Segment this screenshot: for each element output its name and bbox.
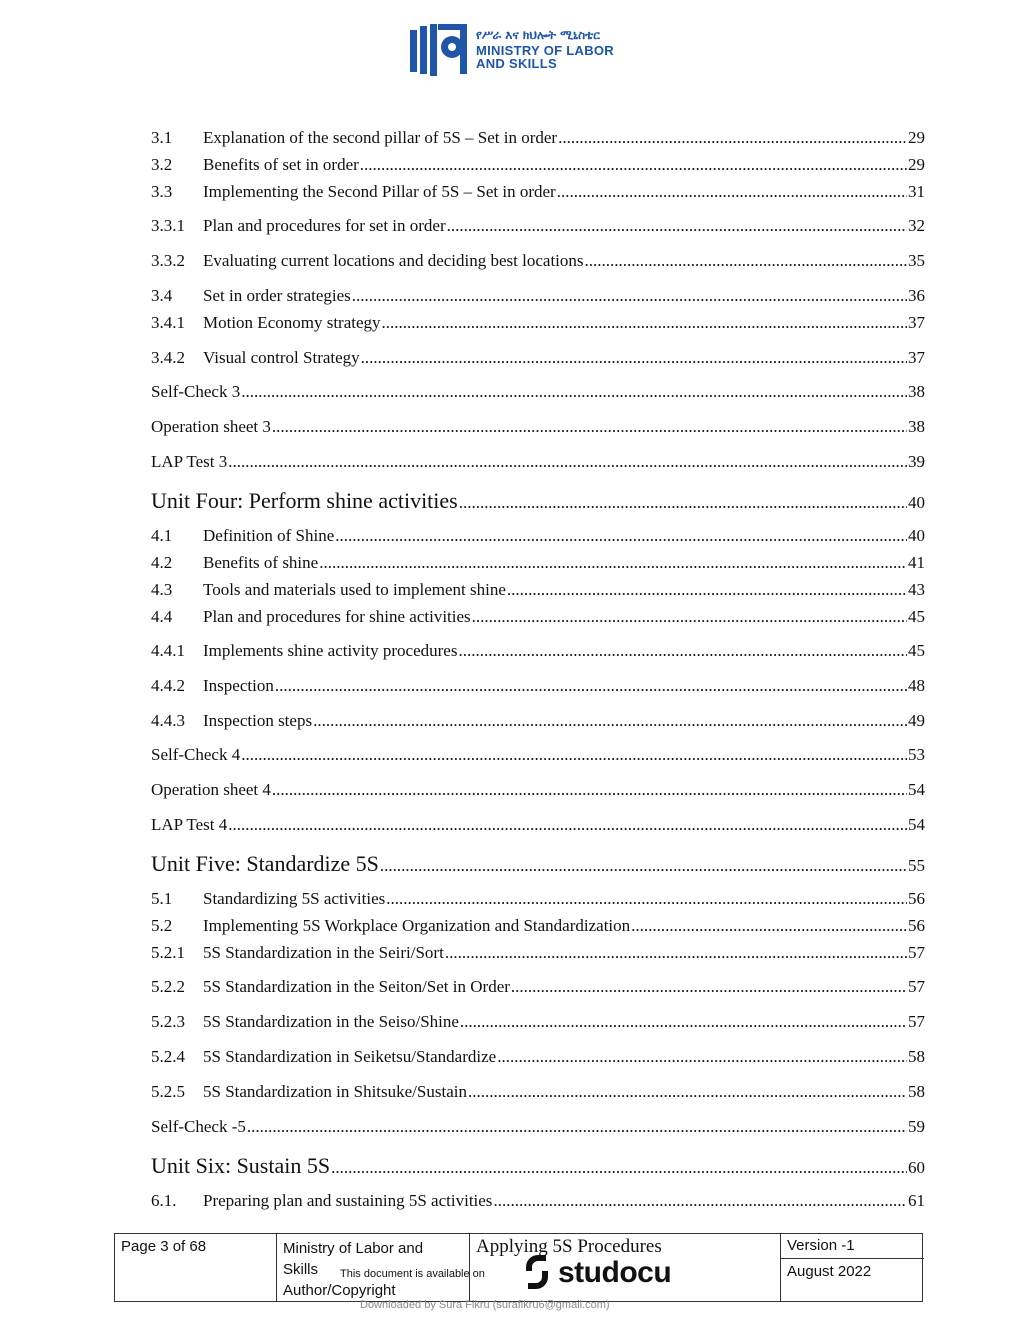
toc-page-number: 56 [908,889,925,908]
toc-entry-title: Standardizing 5S activities [203,889,386,908]
toc-page-number: 43 [908,580,925,599]
toc-page-number: 48 [908,676,925,695]
toc-entry-title: Explanation of the second pillar of 5S – Set in order [203,128,558,147]
toc-dot-leader [380,853,907,879]
toc-page-number: 45 [908,641,925,660]
toc-dot-leader [497,1047,907,1067]
toc-entry[interactable] [151,128,925,148]
toc-dot-leader [445,943,907,963]
toc-unit-heading[interactable] [151,1153,925,1181]
toc-page-number: 58 [908,1047,925,1066]
toc-entry-title: Plan and procedures for set in order [203,216,446,235]
toc-page-number: 58 [908,1082,925,1101]
toc-page-number: 38 [908,417,925,436]
toc-entry-title: LAP Test 3 [151,452,228,471]
toc-page-number: 29 [908,128,925,147]
toc-entry-title: Unit Six: Sustain 5S [151,1153,331,1178]
toc-page-number: 37 [908,313,925,332]
toc-page-number: 41 [908,553,925,572]
toc-entry-title: LAP Test 4 [151,815,228,834]
toc-entry-title: 5S Standardization in the Seiton/Set in Order [203,977,510,996]
toc-entry-number: 5.2.1 [151,943,185,962]
toc-entry[interactable] [151,580,925,600]
toc-entry-number: 5.2 [151,916,173,935]
toc-dot-leader [331,1155,907,1181]
toc-entry-number: 5.2.3 [151,1012,185,1031]
version-label: Version -1 [781,1234,924,1259]
toc-entry-number: 5.2.4 [151,1047,185,1066]
logo-line-2: AND SKILLS [476,55,557,71]
toc-dot-leader [458,641,907,661]
toc-entry[interactable] [151,1012,925,1032]
studocu-logo[interactable] [524,1254,671,1292]
toc-entry-number: 3.3.2 [151,251,185,270]
toc-entry-title: Operation sheet 4 [151,780,271,799]
toc-entry[interactable] [151,977,925,997]
toc-entry[interactable] [151,417,925,437]
ministry-logo [408,18,648,80]
toc-entry-title: Set in order strategies [203,286,351,305]
toc-entry-number: 5.2.2 [151,977,185,996]
toc-entry-title: Unit Five: Standardize 5S [151,851,379,876]
toc-entry-title: Inspection [203,676,274,695]
toc-entry-number: 3.2 [151,155,173,174]
toc-entry[interactable] [151,943,925,963]
toc-page-number: 54 [908,780,925,799]
toc-entry[interactable] [151,641,925,661]
toc-dot-leader [272,780,907,800]
toc-entry-title: Plan and procedures for shine activities [203,607,471,626]
ministry-emblem-icon [408,20,468,78]
toc-dot-leader [631,916,907,936]
toc-dot-leader [447,216,907,236]
toc-page-number: 57 [908,943,925,962]
toc-entry[interactable] [151,526,925,546]
toc-entry-title: Visual control Strategy [203,348,360,367]
toc-page-number: 55 [908,856,925,875]
toc-entry[interactable] [151,348,925,368]
toc-page-number: 38 [908,382,925,401]
toc-entry-title: Definition of Shine [203,526,335,545]
toc-entry-title: Benefits of set in order [203,155,359,174]
toc-page-number: 35 [908,251,925,270]
toc-entry[interactable] [151,711,925,731]
toc-entry[interactable] [151,1117,925,1137]
toc-dot-leader [335,526,907,546]
page-number-label: Page 3 of 68 [121,1238,207,1255]
toc-dot-leader [272,417,907,437]
toc-dot-leader [247,1117,907,1137]
toc-dot-leader [241,382,907,402]
toc-page-number: 39 [908,452,925,471]
toc-entry-title: Implements shine activity procedures [203,641,458,660]
toc-dot-leader [360,155,907,175]
toc-entry[interactable] [151,216,925,236]
toc-entry-number: 3.3.1 [151,216,185,235]
toc-page-number: 29 [908,155,925,174]
toc-entry-number: 5.2.5 [151,1082,185,1101]
toc-page-number: 57 [908,977,925,996]
toc-page-number: 40 [908,526,925,545]
toc-entry[interactable] [151,452,925,472]
toc-entry-title: 5S Standardization in the Seiri/Sort [203,943,444,962]
toc-dot-leader [507,580,907,600]
toc-dot-leader [275,676,907,696]
toc-dot-leader [382,313,907,333]
toc-entry[interactable] [151,815,925,835]
toc-page-number: 37 [908,348,925,367]
toc-unit-heading[interactable] [151,851,925,879]
toc-page-number: 59 [908,1117,925,1136]
toc-entry-title: Motion Economy strategy [203,313,381,332]
toc-entry[interactable] [151,889,925,909]
toc-entry-title: Implementing the Second Pillar of 5S – Set in order [203,182,556,201]
toc-entry[interactable] [151,916,925,936]
page-footer-table [114,1233,923,1302]
toc-entry-title: Self-Check 3 [151,382,241,401]
toc-page-number: 31 [908,182,925,201]
toc-dot-leader [352,286,907,306]
toc-dot-leader [585,251,908,271]
toc-dot-leader [511,977,907,997]
toc-entry-number: 4.2 [151,553,173,572]
toc-entry-title: Benefits of shine [203,553,319,572]
toc-entry-number: 3.4.1 [151,313,185,332]
toc-entry-number: 3.1 [151,128,173,147]
toc-entry-title: 5S Standardization in Shitsuke/Sustain [203,1082,467,1101]
toc-dot-leader [241,745,907,765]
toc-unit-heading[interactable] [151,488,925,516]
logo-amharic-text: የሥራ እና ክህሎት ሚኒስቴር [476,27,600,42]
toc-page-number: 49 [908,711,925,730]
toc-page-number: 32 [908,216,925,235]
toc-dot-leader [558,128,907,148]
footer-page-cell [115,1234,277,1301]
toc-page-number: 56 [908,916,925,935]
toc-page-number: 36 [908,286,925,305]
toc-entry[interactable] [151,155,925,175]
toc-dot-leader [386,889,907,909]
toc-entry-title: Tools and materials used to implement shine [203,580,506,599]
toc-dot-leader [459,490,907,516]
toc-entry[interactable] [151,745,925,765]
toc-entry-number: 3.4 [151,286,173,305]
toc-entry-number: 4.4 [151,607,173,626]
toc-entry[interactable] [151,780,925,800]
toc-entry-title: Evaluating current locations and deciding best locations [203,251,584,270]
toc-entry-number: 4.4.3 [151,711,185,730]
toc-entry-number: 3.4.2 [151,348,185,367]
toc-entry-title: Unit Four: Perform shine activities [151,488,458,513]
toc-page-number: 45 [908,607,925,626]
date-label: August 2022 [787,1263,872,1280]
toc-entry[interactable] [151,251,925,271]
toc-entry[interactable] [151,1082,925,1102]
toc-dot-leader [468,1082,907,1102]
toc-entry-title: Implementing 5S Workplace Organization and Standardization [203,916,631,935]
org-line-3: Author/Copyright [283,1282,396,1299]
studocu-wordmark: studocu [558,1256,672,1289]
toc-entry[interactable] [151,676,925,696]
toc-entry-title: Self-Check -5 [151,1117,246,1136]
downloaded-by-text: Downloaded by Sura Fikru (surafikru6@gmail.com) [360,1299,610,1311]
logo-line-1: MINISTRY OF LABOR [476,42,614,58]
toc-entry[interactable] [151,1191,925,1211]
toc-entry[interactable] [151,553,925,573]
toc-entry-number: 4.4.2 [151,676,185,695]
toc-page-number: 40 [908,493,925,512]
available-on-text: This document is available on [340,1268,485,1280]
toc-dot-leader [460,1012,907,1032]
toc-dot-leader [472,607,907,627]
document-subject: Applying 5S Procedures [476,1236,662,1257]
org-line-1: Ministry of Labor and [283,1240,424,1257]
toc-dot-leader [228,452,907,472]
toc-dot-leader [557,182,907,202]
toc-dot-leader [313,711,907,731]
footer-version-cell [781,1234,924,1301]
toc-dot-leader [493,1191,907,1211]
toc-entry-number: 4.4.1 [151,641,185,660]
toc-entry-number: 5.1 [151,889,173,908]
toc-entry-title: Preparing plan and sustaining 5S activities [203,1191,493,1210]
toc-entry[interactable] [151,607,925,627]
toc-entry-number: 4.3 [151,580,173,599]
toc-entry[interactable] [151,1047,925,1067]
studocu-s-icon [524,1254,550,1292]
toc-entry-title: Operation sheet 3 [151,417,271,436]
toc-entry-number: 6.1. [151,1191,177,1210]
toc-entry[interactable] [151,286,925,306]
org-line-2: Skills [283,1261,319,1278]
toc-page-number: 57 [908,1012,925,1031]
toc-entry[interactable] [151,313,925,333]
toc-page-number: 60 [908,1158,925,1177]
ministry-logo-text [476,29,614,70]
toc-entry[interactable] [151,382,925,402]
toc-entry-title: Inspection steps [203,711,313,730]
toc-entry-title: 5S Standardization in the Seiso/Shine [203,1012,459,1031]
toc-page-number: 61 [908,1191,925,1210]
toc-entry-title: Self-Check 4 [151,745,241,764]
toc-dot-leader [228,815,907,835]
toc-dot-leader [361,348,907,368]
toc-entry-number: 3.3 [151,182,173,201]
toc-entry-title: 5S Standardization in Seiketsu/Standardize [203,1047,497,1066]
toc-page-number: 54 [908,815,925,834]
toc-dot-leader [319,553,907,573]
toc-entry-number: 4.1 [151,526,173,545]
toc-entry[interactable] [151,182,925,202]
toc-page-number: 53 [908,745,925,764]
